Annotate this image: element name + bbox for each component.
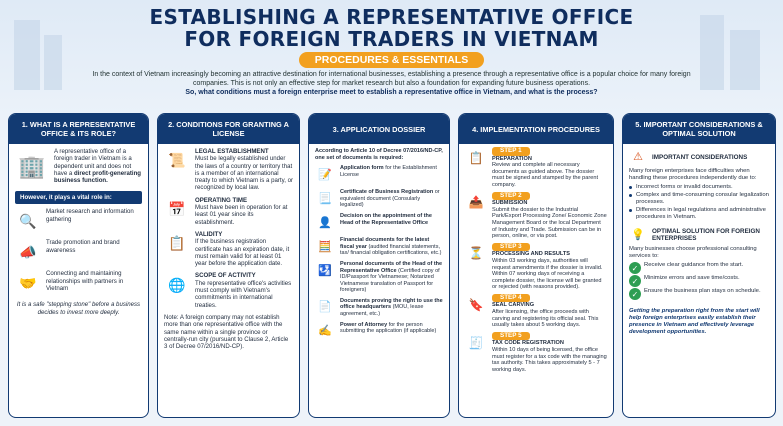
step-title: SEAL CARVING xyxy=(492,302,535,309)
condition-text: Must have been in operation for at least 01 year since its establishment. xyxy=(195,204,288,226)
role-item: Trade promotion and brand awareness xyxy=(46,239,120,254)
step-badge: STEP 4 xyxy=(492,294,530,303)
title-line-1: ESTABLISHING A REPRESENTATIVE OFFICE xyxy=(149,5,634,29)
condition-title: OPERATING TIME xyxy=(195,196,248,204)
condition-text: If the business registration certificate has an expiration date, it must remain valid for at least 01 year before the application date. xyxy=(195,238,290,268)
certificate-icon: 📃 xyxy=(318,192,332,205)
doc-text: or equivalent document (Consularly legalized) xyxy=(340,189,440,208)
doc-text: for the Establishment License xyxy=(340,165,437,178)
column-heading: 4. IMPLEMENTATION PROCEDURES xyxy=(459,114,613,144)
doc-title: Documents proving the right to use the office headquarters xyxy=(340,297,443,310)
stepping-stone-note: It is a safe "stepping stone" before a business decides to invest more deeply. xyxy=(16,301,141,316)
solution-item: Receive clear guidance from the start. xyxy=(644,262,744,268)
column-heading: 5. IMPORTANT CONSIDERATIONS & OPTIMAL SOLUTION xyxy=(623,114,775,144)
column-what-is xyxy=(8,113,149,418)
definition-part: A representative office of a foreign trader in Vietnam is a dependent unit and does not have a xyxy=(54,148,132,177)
doc-title: Financial documents for the latest fiscal year xyxy=(340,237,430,250)
person-icon: 👤 xyxy=(318,216,332,229)
lightbulb-icon: 💡 xyxy=(631,228,645,241)
condition-text: Must be legally established under the laws of a country or territory that is a member of an international treaty to which Vietnam is a party, or recognized by local law. xyxy=(195,155,293,192)
certificate-icon: 📜 xyxy=(168,152,186,169)
dossier-lead: According to Article 10 of Decree 07/2016/ND-CP, one set of documents is required: xyxy=(315,148,443,161)
calculator-icon: 🧮 xyxy=(318,240,332,253)
solution-item: Minimize errors and save time/costs. xyxy=(644,275,740,281)
globe-icon: 🌐 xyxy=(168,276,186,293)
handshake-icon: 🤝 xyxy=(19,274,37,291)
step-title: PROCESSING AND RESULTS xyxy=(492,251,571,258)
condition-title: SCOPE OF ACTIVITY xyxy=(195,272,256,280)
header xyxy=(0,6,783,96)
bullet-icon xyxy=(629,209,632,212)
bullet-icon xyxy=(629,194,632,197)
tax-icon: 🧾 xyxy=(468,335,484,350)
roles-bar: However, it plays a vital role in: xyxy=(15,191,142,204)
checklist-icon: 📋 xyxy=(468,150,484,165)
intro-text: In the context of Vietnam increasingly becoming an attractive destination for international businesses, establishing a presence through a representative office is a popular choice for many foreign companies. This is not only an effective step for market research but also a foundation for expanding future business operations. xyxy=(92,71,691,87)
column-heading: 3. APPLICATION DOSSIER xyxy=(309,114,449,144)
definition-bold: direct profit-generating business function. xyxy=(54,169,142,185)
doc-text: (MOU, lease agreement, etc.) xyxy=(340,304,424,317)
column-procedures xyxy=(458,113,614,418)
conditions-note: Note: A foreign company may not establish more than one representative office with the same name within a single province or centrally-run city (pursuant to Clause 2, Article 3 of Decree 07/2016/ND-CP). xyxy=(164,313,289,351)
solution-lead: Many businesses choose professional consulting services to: xyxy=(629,246,757,259)
step-text: Submit the dossier to the Industrial Park/Export Processing Zone/ Economic Zone Management Board or the local Department of Industry and Trade. Submission can be in person, online, or via post. xyxy=(492,206,607,240)
definition-text xyxy=(54,148,142,184)
step-badge: STEP 2 xyxy=(492,192,530,201)
column-heading: 2. CONDITIONS FOR GRANTING A LICENSE xyxy=(158,114,299,144)
step-badge: STEP 1 xyxy=(492,147,530,156)
key-question: So, what conditions must a foreign enterprise meet to establish a representative office in Vietnam, and what is the process? xyxy=(185,89,598,97)
warning-icon: ⚠ xyxy=(633,150,643,163)
doc-text: (audited financial statements, tax/ financial obligation certifications, etc.) xyxy=(340,243,442,256)
signature-icon: ✍ xyxy=(318,325,332,338)
hourglass-icon: ⏳ xyxy=(468,246,484,261)
doc-title: Decision on the appointment of the Head of the Representative Office xyxy=(340,213,432,226)
considerations-lead: Many foreign enterprises face difficulties when handling these procedures independently due to: xyxy=(629,168,757,181)
doc-title: Application form xyxy=(340,165,384,171)
bullet-icon xyxy=(629,186,632,189)
closing-note: Getting the preparation right from the start will help foreign enterprises easily establish their presence in Vietnam and effectively leverage development opportunities. xyxy=(629,308,760,335)
doc-text: for the person submitting the application (if applicable) xyxy=(340,321,437,334)
column-conditions xyxy=(157,113,300,418)
step-title: PREPARATION xyxy=(492,155,532,162)
step-title: TAX CODE REGISTRATION xyxy=(492,340,564,347)
check-icon: ✓ xyxy=(629,288,641,300)
stamp-icon: 🔖 xyxy=(468,297,484,312)
documents-icon: 📄 xyxy=(318,301,332,314)
calendar-icon: 📅 xyxy=(168,201,186,218)
role-item: Connecting and maintaining relationships with partners in Vietnam xyxy=(46,270,124,292)
column-dossier xyxy=(308,113,450,418)
condition-title: VALIDITY xyxy=(195,230,223,238)
solution-item: Ensure the business plan stays on schedule. xyxy=(644,288,761,294)
consideration-item: Incorrect forms or invalid documents. xyxy=(636,184,733,190)
step-text: Within 10 days of being licensed, the office must register for a tax code with the managing tax authority. This takes approximately 5 - 7 working days. xyxy=(492,347,607,373)
doc-title: Power of Attorney xyxy=(340,321,388,328)
step-title: SUBMISSION xyxy=(492,200,528,207)
consideration-item: Complex and time-consuming consular legalization processes. xyxy=(636,192,769,205)
market-research-icon: 🔍 xyxy=(19,212,37,229)
form-icon: 📝 xyxy=(318,168,332,181)
step-badge: STEP 5 xyxy=(492,332,530,341)
check-icon: ✓ xyxy=(629,262,641,274)
role-item: Market research and information gathering xyxy=(46,208,134,223)
condition-title: LEGAL ESTABLISHMENT xyxy=(195,148,269,155)
megaphone-icon: 📣 xyxy=(19,243,37,260)
doc-title: Certificate of Business Registration xyxy=(340,189,434,195)
submit-icon: 📤 xyxy=(468,195,484,210)
passport-icon: 🛂 xyxy=(318,264,332,277)
solution-title: OPTIMAL SOLUTION FOR FOREIGN ENTERPRISES xyxy=(652,228,760,242)
consideration-item: Differences in legal regulations and administrative procedures in Vietnam. xyxy=(636,207,766,220)
column-heading: 1. WHAT IS A REPRESENTATIVE OFFICE & ITS ROLE? xyxy=(9,114,148,144)
step-badge: STEP 3 xyxy=(492,243,530,252)
subtitle-badge: PROCEDURES & ESSENTIALS xyxy=(299,52,484,68)
doc-title: Personal documents of the Head of the Representative Office xyxy=(340,261,443,274)
step-text: After licensing, the office proceeds with carving and registering its official seal. This usually takes about 5 working days. xyxy=(492,309,599,329)
considerations-title: IMPORTANT CONSIDERATIONS xyxy=(652,153,748,161)
title-line-2: FOR FOREIGN TRADERS IN VIETNAM xyxy=(184,27,599,51)
step-text: Within 03 working days, authorities will request amendments if the dossier is invalid. Within 07 working days of receiving a complete dossier, the license will be granted or rejected (with reasons provided). xyxy=(492,257,603,291)
step-text: Review and complete all necessary documents as guided above. The dossier must be signed and stamped by the parent company. xyxy=(492,162,599,188)
column-considerations xyxy=(622,113,776,418)
clipboard-check-icon: 📋 xyxy=(168,235,186,252)
doc-text: (Certified copy of ID/Passport for Vietnamese; Notarized Vietnamese translation of Passport for foreigners) xyxy=(340,267,440,293)
office-building-icon: 🏢 xyxy=(18,154,46,180)
check-icon: ✓ xyxy=(629,275,641,287)
condition-text: The representative office's activities must comply with Vietnam's commitments in international treaties. xyxy=(195,279,292,309)
